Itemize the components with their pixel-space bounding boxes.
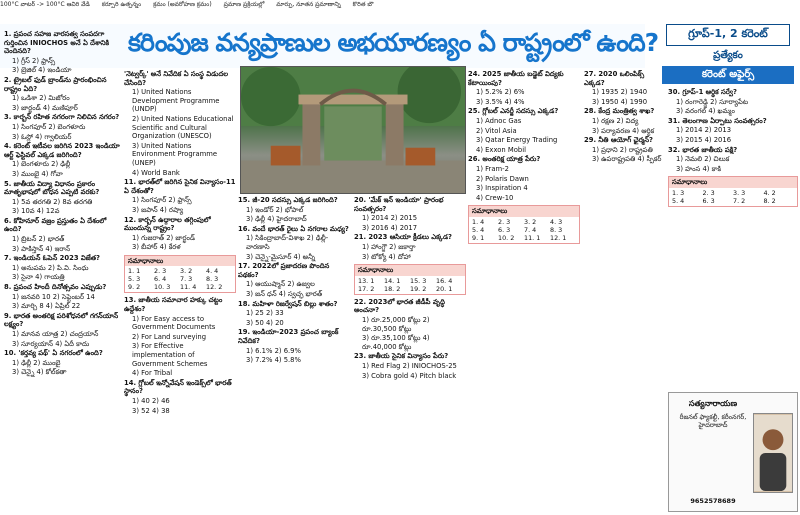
question-option: 3) జార్ఖండ్ 4) మణిపూర్ <box>12 103 78 112</box>
answer-cell: 19. 2 <box>410 284 427 293</box>
question-option: 3) 2016 4) 2017 <box>362 223 418 232</box>
question-option: 1) ప్రధాని 2) రాష్ట్రపతి <box>592 145 653 154</box>
author-title: రీజనల్ ఫ్యాకల్టీ, కరీంనగర్, హైదరాబాద్ <box>679 413 747 429</box>
question-option: 3) సూర్యయాన్ 4) ఏదీ కాదు <box>12 339 90 348</box>
question-option: 1) గ్రీస్ 2) ఫ్రాన్స్ <box>12 56 56 65</box>
question-text: 21. 2023 ఆసియా క్రీడలు ఎక్కడ? <box>354 233 452 242</box>
answer-cell: 13. 1 <box>358 276 375 285</box>
question-text: 23. జాతీయ సైనిక విన్యాసం పేరు? <box>354 352 449 361</box>
question-option: 2) United Nations Educational Scientific and Cultural Organization (UNESCO) <box>132 114 234 141</box>
question-option: 3) 10వ 4) 12వ <box>12 207 60 216</box>
brand-box <box>662 24 794 86</box>
question-option: 3) జన్ ధన్ 4) స్వచ్ఛ భారత్ <box>246 289 323 298</box>
answers-box <box>668 176 798 207</box>
top-strip-item: 100°C వాటర్ -> 100°C ఆవిరి వేడి <box>0 1 90 8</box>
question-option: 3) ఓస్లో 4) గ్వాలియర్ <box>12 132 72 141</box>
question-text: 12. కార్బన్ ఉద్గారాల తగ్గింపులో ముందున్న రాష్ట్రం? <box>124 215 211 233</box>
question-text: 24. 2025 జాతీయ బడ్జెట్ విద్యకు కేటాయింపు? <box>468 70 564 87</box>
answer-cell: 1. 4 <box>472 217 485 226</box>
question-option: 1) 6.1% 2) 6.9% <box>246 346 301 355</box>
question-option: 3) వరంగల్ 4) ఖమ్మం <box>676 107 735 116</box>
question-option: 3) రూ.35,100 కోట్లు 4) రూ.40,000 కోట్లు <box>362 334 430 351</box>
answer-cell: 20. 1 <box>436 284 453 293</box>
question-option: 1) United Nations Development Programme (UNDP) <box>132 88 220 114</box>
question-text: 30. గ్రూప్-1 ఆర్థిక సర్వే? <box>668 88 737 96</box>
question-text: 9. భారత అంతరిక్ష పరిశోధనలో గగన్‌యాన్ లక్ష్యం? <box>4 311 119 329</box>
question-option: 1) సింగపూర్ 2) బెంగళూరు <box>12 122 86 131</box>
question-option: 1) రక్షణ 2) విద్య <box>592 116 639 125</box>
answer-cell: 1. 3 <box>672 188 685 197</box>
answer-cell: 9. 2 <box>128 283 141 292</box>
question-option: 3) 50 4) 20 <box>246 318 284 327</box>
question-option: 2) For Land surveying <box>132 332 207 341</box>
question-option: 3) 3.5% 4) 4% <box>476 97 525 106</box>
question-text: 8. ప్రపంచ హిందీ దినోత్సవం ఎప్పుడు? <box>4 283 107 292</box>
answer-cell: 4. 4 <box>206 267 219 276</box>
answer-cell: 8. 3 <box>550 225 563 234</box>
answer-cell: 7. 3 <box>180 275 193 284</box>
question-text: 18. మహిళా రిజర్వేషన్ బిల్లు శాతం? <box>238 299 338 308</box>
question-option: 1) సింగపూర్ 2) ఫ్రాన్స్ <box>132 196 192 205</box>
author-name: సత్యనారాయణ <box>688 399 738 408</box>
top-strip-item: మార్పు, నూతన ప్రమాణాన్ని <box>276 1 341 8</box>
answers-box <box>468 205 580 244</box>
question-option: 4) World Bank <box>132 168 180 177</box>
question-option: 1) Fram-2 <box>476 164 509 173</box>
question-option: 3) Cobra gold 4) Pitch black <box>362 371 457 380</box>
answer-cell: 16. 4 <box>436 276 453 285</box>
question-option: 3) 1950 4) 1990 <box>592 97 648 106</box>
question-option: 3) టోక్యో 4) దోహా <box>362 252 411 261</box>
top-strip <box>0 0 800 10</box>
top-strip-item: కర్పూరి ఉత్పన్నం <box>101 1 142 8</box>
question-text: 26. అంతరిక్ష యాత్ర పేరు? <box>468 155 541 164</box>
question-option: 3) పర్యావరణ 4) ఆర్థిక <box>592 126 655 135</box>
question-option: 4) For Tribal <box>132 369 173 378</box>
question-option: 1) హాంగ్జౌ 2) జకార్తా <box>362 242 416 251</box>
question-option: 1) అనుపమ 2) పి.వి. సింధు <box>12 263 89 272</box>
question-option: 4) Crew-10 <box>476 193 514 202</box>
answer-cell: 6. 4 <box>154 275 167 284</box>
question-option: 1) ఆయుష్మాన్ 2) ఉజ్వల <box>246 280 315 289</box>
question-option: 3) United Nations Environment Programme (UNEP) <box>132 141 218 167</box>
question-option: 1) రూ.25,000 కోట్లు 2) రూ.30,500 కోట్లు <box>362 315 430 333</box>
question-option: 3) సైనా 4) గాయత్రి <box>12 273 65 282</box>
question-option: 3) ఉపరాష్ట్రపతి 4) స్పీకర్ <box>592 155 662 164</box>
question-option: 3) మార్చి 8 4) ఏప్రిల్ 22 <box>12 302 81 311</box>
answer-cell: 2. 3 <box>702 188 715 197</box>
question-text: 7. ఇండియన్ ఓపెన్ 2023 విజేత? <box>4 254 100 263</box>
question-text: 14. గ్లోబల్ ఇన్నోవేషన్ ఇండెక్స్‌లో భారత్ స్థానం? <box>124 378 232 396</box>
question-option: 3) చెన్నై-మైసూర్ 4) అన్నీ <box>246 252 316 261</box>
column-3 <box>238 196 350 510</box>
question-option: 1) ఢిల్లీ 2) ముంబై <box>12 358 61 367</box>
answers-box <box>354 264 466 295</box>
question-option: 1) జనవరి 10 2) సెప్టెంబర్ 14 <box>12 292 95 301</box>
top-strip-item: క్రమం (అవరోహణ క్రమం) <box>153 1 212 8</box>
answer-cell: 3. 2 <box>524 217 537 226</box>
question-option: 1) 25 2) 33 <box>246 309 284 318</box>
question-option: 1) ఒడిశా 2) మిజోరం <box>12 94 70 103</box>
question-option: 1) గుజరాత్ 2) జార్ఖండ్ <box>132 233 195 242</box>
question-text: 29. నీతి ఆయోగ్ ఛైర్మన్? <box>584 136 653 145</box>
question-text: 1. ప్రపంచ సహజ వారసత్వ సంపదగా గుర్తించిన INIOCHOS అనే ఏ దేశానికి చెందినది? <box>4 30 110 56</box>
question-option: 3) బ్రెజిల్ 4) ఇండియా <box>12 66 72 75</box>
question-text: 16. వందే భారత్ రైలు ఏ నగరాల మధ్య? <box>238 224 349 233</box>
brand-line1: గ్రూప్-1, 2 కరెంట్ <box>666 24 790 46</box>
answer-cell: 11. 4 <box>180 283 197 292</box>
answer-cell: 18. 2 <box>384 284 401 293</box>
question-text: 22. 2023లో భారత జీడీపీ వృద్ధి అంచనా? <box>354 297 445 315</box>
answers-box <box>124 255 236 294</box>
answer-cell: 6. 3 <box>702 196 715 205</box>
question-text: 6. కోహినూర్ వజ్రం ప్రస్తుతం ఏ దేశంలో ఉంది? <box>4 216 107 234</box>
question-option: 3) ఢిల్లీ 4) హైదరాబాద్ <box>246 215 307 224</box>
question-option: 1) బ్రిటన్ 2) భారత్ <box>12 235 65 244</box>
question-option: 1) మానవ యాత్ర 2) చంద్రయాన్ <box>12 330 99 338</box>
answer-cell: 9. 1 <box>472 233 485 242</box>
question-option: 3) పాకిస్తాన్ 4) ఇరాన్ <box>12 244 71 253</box>
column-2 <box>124 70 236 510</box>
answer-cell: 3. 3 <box>733 188 746 197</box>
answers-grid <box>355 276 465 294</box>
question-text: 'నెట్వర్క్' అనే నివేదిక ఏ సంస్థ విడుదల చేసింది? <box>124 70 229 87</box>
question-option: 1) For Easy access to Government Documents <box>132 314 216 332</box>
answer-cell: 5. 4 <box>472 225 485 234</box>
answer-cell: 12. 2 <box>206 283 223 292</box>
answers-title: సమాధానాలు <box>669 177 797 188</box>
column-5 <box>468 70 580 510</box>
sanctuary-gate-image <box>241 67 465 193</box>
answer-cell: 10. 3 <box>154 283 171 292</box>
answers-grid <box>125 266 235 292</box>
answers-title: సమాధానాలు <box>469 206 579 217</box>
question-text: 31. తెలంగాణ ఏర్పాటు సంవత్సరం? <box>668 116 767 125</box>
question-option: 1) 5.2% 2) 6% <box>476 88 525 97</box>
question-option: 1) 2014 2) 2015 <box>362 214 418 223</box>
question-text: 32. భారత జాతీయ పక్షి? <box>668 145 738 154</box>
question-text: 28. కేంద్ర మంత్రిత్వ శాఖ? <box>584 107 655 116</box>
question-option: 1) Red Flag 2) INIOCHOS-25 <box>362 361 457 370</box>
answer-cell: 7. 4 <box>524 225 537 234</box>
column-6 <box>584 70 664 510</box>
question-option: 3) For Effective implementation of Government Schemes <box>132 342 208 368</box>
question-text: 10. 'కర్తవ్య పథ్' ఏ నగరంలో ఉంది? <box>4 349 103 358</box>
answers-grid <box>669 188 797 206</box>
question-option: 4) Exxon Mobil <box>476 145 527 154</box>
question-text: 15. జీ-20 సదస్సు ఎక్కడ జరిగింది? <box>238 196 338 204</box>
answer-cell: 1. 1 <box>128 267 141 276</box>
question-option: 1) సికింద్రాబాద్-విశాఖ 2) ఢిల్లీ-వారణాసి <box>246 234 329 251</box>
page-headline: కరింపుజ వన్యప్రాణుల అభయారణ్యం ఏ రాష్ట్రంలో ఉంది? <box>128 28 659 57</box>
answers-title: సమాధానాలు <box>125 256 235 267</box>
question-option: 3) Inspiration 4 <box>476 184 528 193</box>
question-option: 3) 52 4) 38 <box>132 406 170 415</box>
answers-title: సమాధానాలు <box>355 265 465 276</box>
question-option: 2) Polaris Dawn <box>476 174 529 183</box>
question-option: 3) చెన్నై 4) కోల్‌కతా <box>12 368 67 377</box>
question-text: 11. భారత్‌లో జరిగిన సైనిక విన్యాసం-11 ఏ దేశంతో? <box>124 178 236 195</box>
question-option: 3) జపాన్ 4) రష్యా <box>132 205 184 214</box>
answer-cell: 5. 4 <box>672 196 685 205</box>
column-4 <box>354 196 466 510</box>
brand-line2: ప్రత్యేకం <box>713 50 743 61</box>
question-option: 3) హంస 4) కాకి <box>676 164 722 173</box>
question-option: 3) ముంబై 4) గోవా <box>12 169 63 178</box>
column-7 <box>668 88 798 388</box>
answer-cell: 4. 2 <box>763 188 776 197</box>
author-photo <box>753 413 793 493</box>
question-text: 2. ట్రైబల్ ఫుడ్ బ్రాండ్‌ను ప్రారంభించిన రాష్ట్రం ఏది? <box>4 75 107 93</box>
answer-cell: 12. 1 <box>550 233 567 242</box>
question-text: 4. కరెంట్ ఇటీవల జరిగిన 2023 ఇండియా ఆర్ట్ ఫెస్టివల్ ఎక్కడ జరిగింది? <box>4 142 120 159</box>
question-text: 3. కార్బన్ రహిత నగరంగా నిలిచిన నగరం? <box>4 113 120 122</box>
answer-cell: 2. 3 <box>154 267 167 276</box>
answer-cell: 11. 1 <box>524 233 541 242</box>
question-text: 17. 2022లో ప్రజాదరణ పొందిన పథకం? <box>238 262 330 279</box>
answer-cell: 5. 3 <box>128 275 141 284</box>
author-portrait-image <box>754 414 792 492</box>
top-strip-item: ప్రమాణ ప్రక్రియల్లో <box>223 1 265 8</box>
question-option: 1) బెంగళూరు 2) ఢిల్లీ <box>12 160 71 169</box>
question-option: 1) రంగారెడ్డి 2) సూర్యాపేట <box>676 97 749 106</box>
answer-cell: 10. 2 <box>498 233 515 242</box>
question-option: 1) 40 2) 46 <box>132 397 170 405</box>
answer-cell: 14. 1 <box>384 276 401 285</box>
question-option: 2) Vitol Asia <box>476 126 517 135</box>
question-text: 5. జాతీయ విద్యా విధానం ప్రకారం మాతృభాషలో బోధన ఎప్పటి వరకు? <box>4 179 100 197</box>
question-option: 1) 1935 2) 1940 <box>592 88 648 97</box>
author-phone: 9652578689 <box>690 497 736 505</box>
answer-cell: 2. 3 <box>498 217 511 226</box>
question-option: 1) 2014 2) 2013 <box>676 126 732 135</box>
question-text: 25. గ్లోబల్ ఎనర్జీ సదస్సు ఎక్కడ? <box>468 107 559 116</box>
answer-cell: 3. 2 <box>180 267 193 276</box>
question-option: 3) 2015 4) 2016 <box>676 135 732 144</box>
answer-cell: 15. 3 <box>410 276 427 285</box>
question-text: 20. 'మేక్ ఇన్ ఇండియా' ప్రారంభ సంవత్సరం? <box>354 196 444 213</box>
question-option: 3) 7.2% 4) 5.8% <box>246 356 301 365</box>
question-option: 1) ఇండోర్ 2) భోపాల్ <box>246 205 304 214</box>
answer-cell: 8. 2 <box>763 196 776 205</box>
answer-cell: 4. 3 <box>550 217 563 226</box>
question-option: 1) Adnoc Gas <box>476 116 522 125</box>
question-option: 1) నెమలి 2) చిలుక <box>676 155 730 164</box>
question-option: 3) బీహార్ 4) కేరళ <box>132 243 181 252</box>
sanctuary-photo <box>240 66 466 194</box>
answer-cell: 6. 3 <box>498 225 511 234</box>
answer-cell: 7. 2 <box>733 196 746 205</box>
answer-cell: 8. 3 <box>206 275 219 284</box>
question-option: 3) Qatar Energy Trading <box>476 136 558 145</box>
question-text: 13. జాతీయ సమాచార హక్కు చట్టం ఉద్దేశం? <box>124 296 223 314</box>
answer-cell: 17. 2 <box>358 284 375 293</box>
question-text: 27. 2020 ఒలింపిక్స్ ఎక్కడ? <box>584 70 645 87</box>
column-1 <box>4 30 120 510</box>
top-strip-item: కొరిత బౌ <box>352 1 374 8</box>
brand-line3: కరెంట్ అఫైర్స్ <box>662 66 794 84</box>
question-option: 1) 5వ తరగతి 2) 8వ తరగతి <box>12 197 93 206</box>
author-box <box>668 392 798 512</box>
answers-grid <box>469 217 579 243</box>
question-text: 19. ఇండియా-2023 ప్రపంచ బ్యాంక్ నివేదిక? <box>238 328 339 345</box>
